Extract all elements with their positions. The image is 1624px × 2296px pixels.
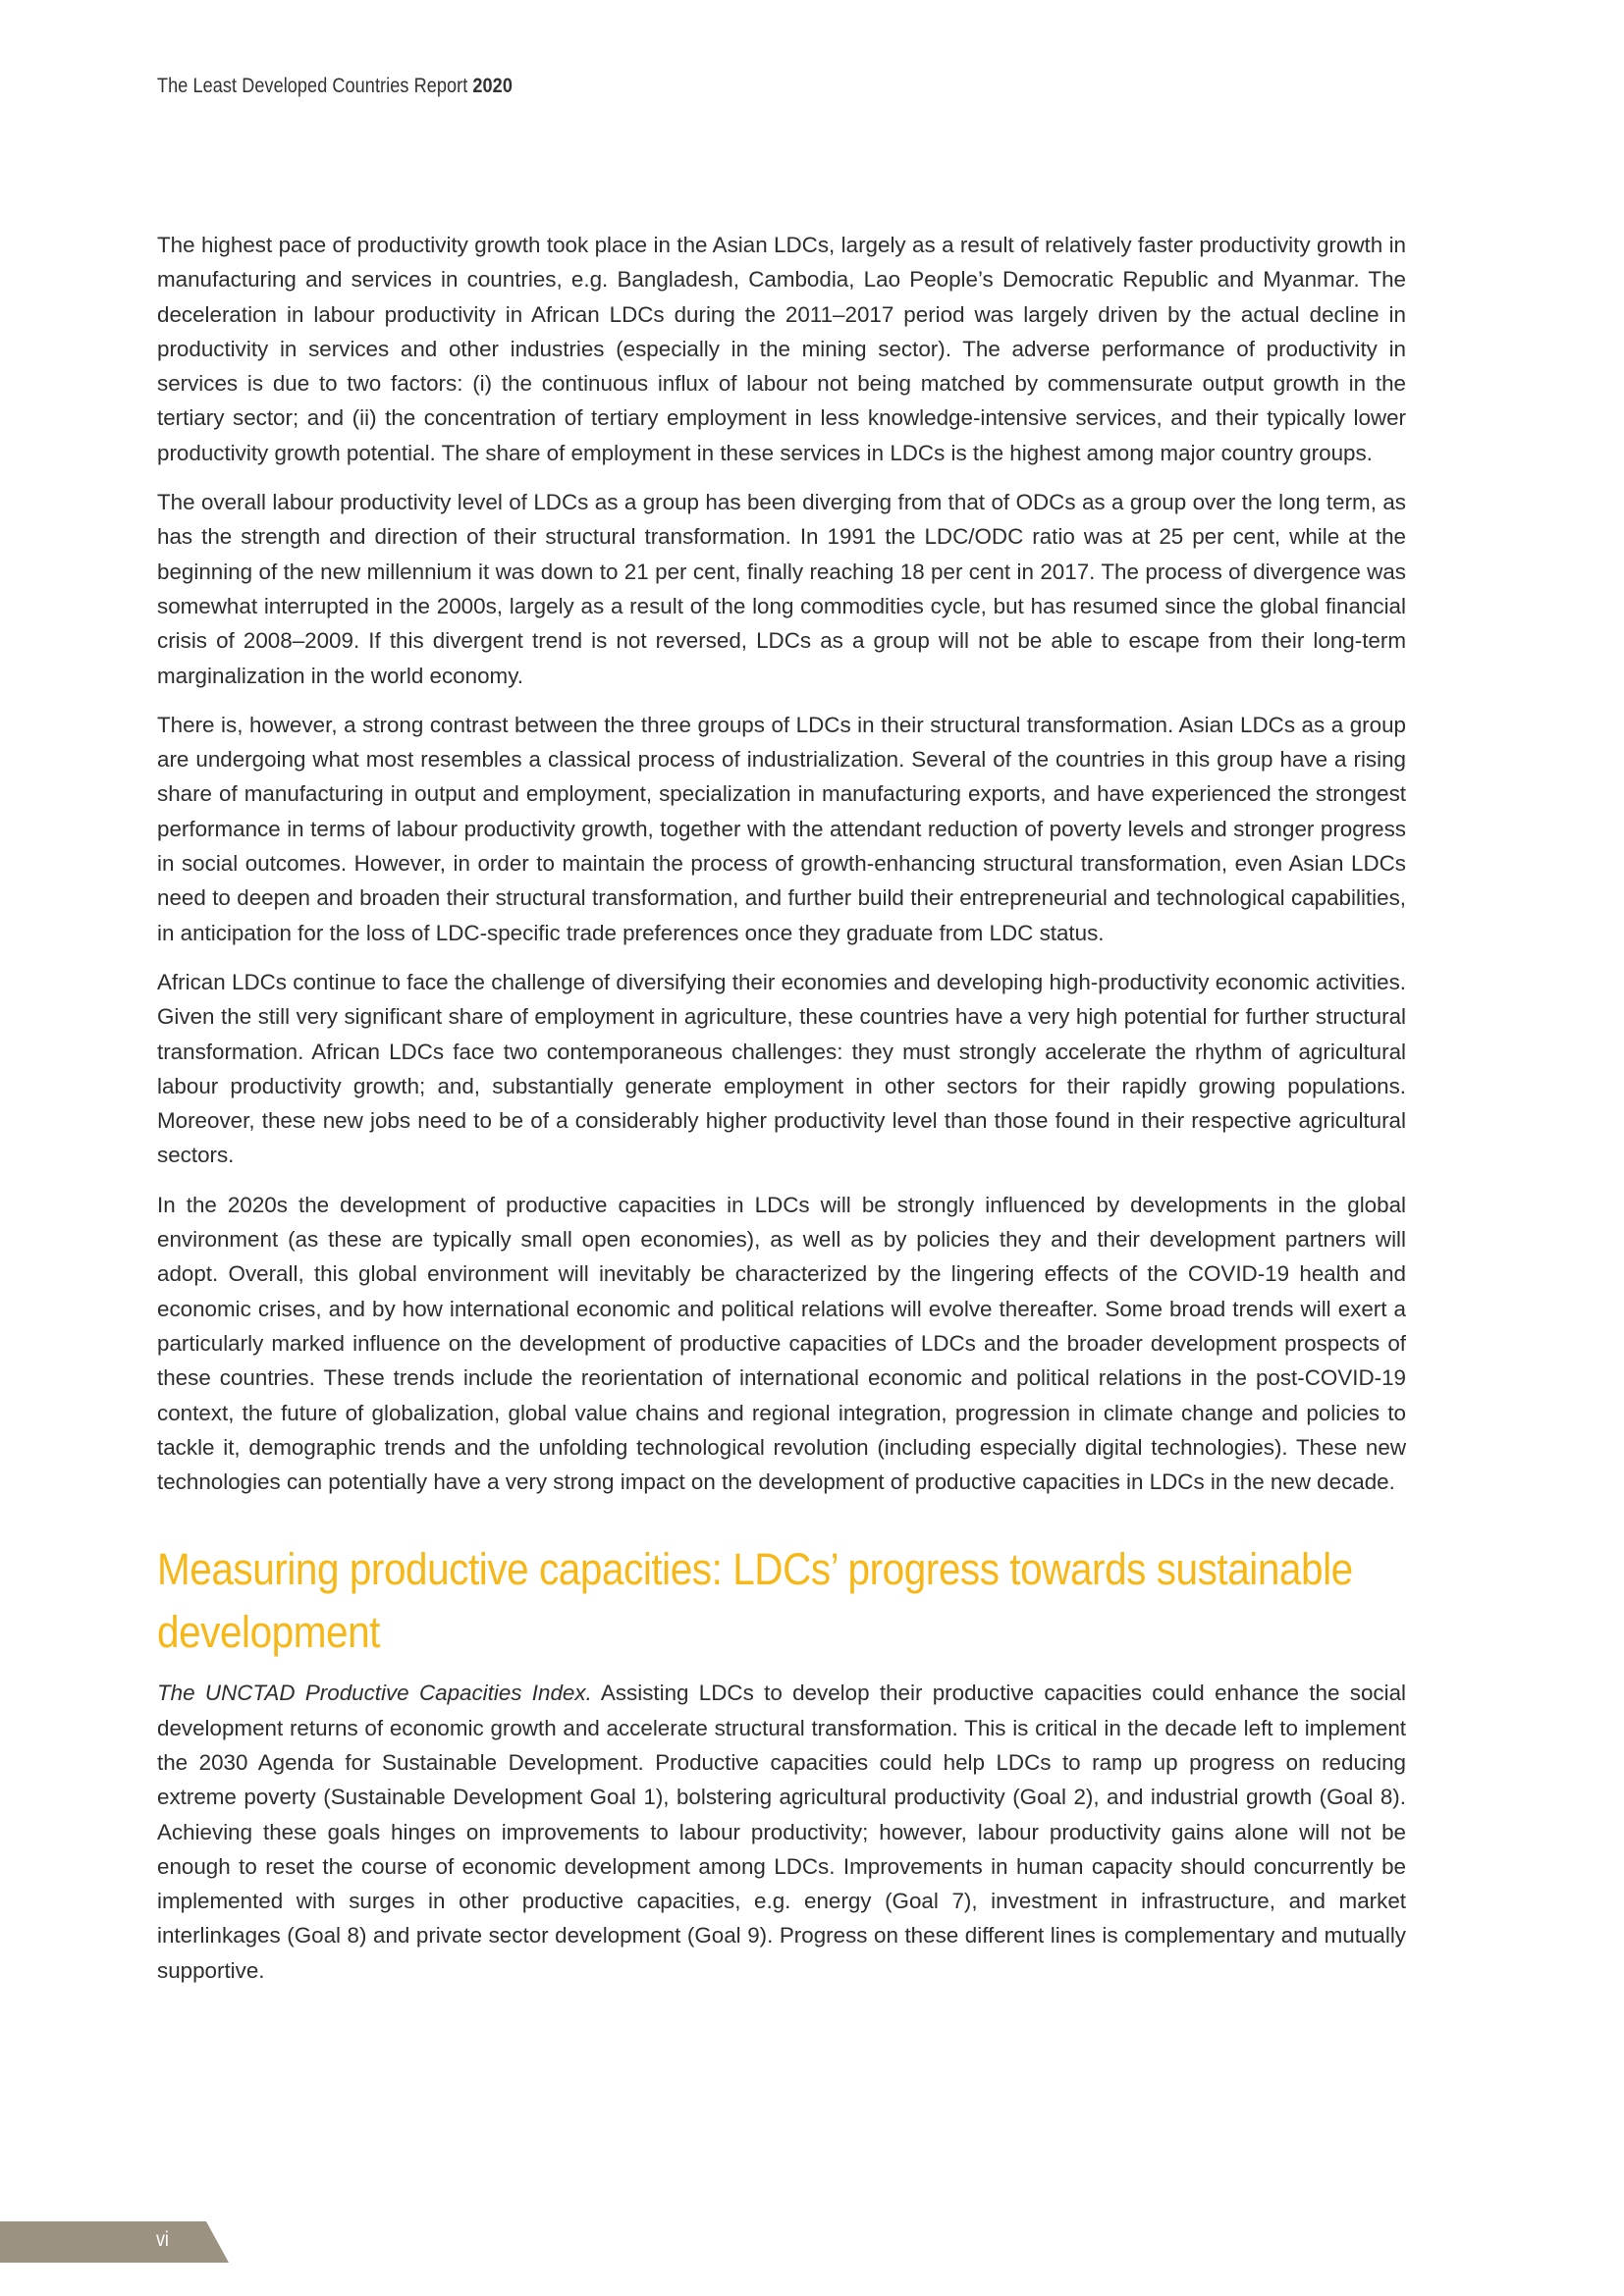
report-year: 2020 bbox=[472, 75, 513, 97]
body-paragraph: The overall labour productivity level of LDCs as a group has been diverging from that of ODCs as a group over the long term, as has the strength and direction of their structural transformation. In 1991 the LDC/ODC ratio was at 25 per cent, while at the beginning of the new millennium it was down to 21 per cent, finally reaching 18 per cent in 2017. The process of divergence was somewhat interrupted in the 2000s, largely as a result of the long commodities cycle, but has resumed since the global financial crisis of 2008–2009. If this divergent trend is not reversed, LDCs as a group will not be able to escape from their long-term marginalization in the world economy. bbox=[157, 490, 1406, 688]
body-paragraph: There is, however, a strong contrast between the three groups of LDCs in their structural transformation. Asian LDCs as a group are undergoing what most resembles a classical process of industrialization. Several of the countries in this group have a rising share of manufacturing in output and employment, specialization in manufacturing exports, and have experienced the strongest performance in terms of labour productivity growth, together with the attendant reduction of poverty levels and stronger progress in social outcomes. However, in order to maintain the process of growth-enhancing structural transformation, even Asian LDCs need to deepen and broaden their structural transformation, and further build their entrepreneurial and technological capabilities, in anticipation for the loss of LDC-specific trade preferences once they graduate from LDC status. bbox=[157, 712, 1406, 945]
section-heading: Measuring productive capacities: LDCs’ progress towards sustainable development bbox=[157, 1544, 1353, 1658]
section-paragraph bbox=[157, 1676, 1406, 1988]
running-header bbox=[157, 75, 513, 98]
section-body: Assisting LDCs to develop their productive capacities could enhance the social development returns of economic growth and accelerate structural transformation. This is critical in the decade left to implement the 2030 Agenda for Sustainable Development. Productive capacities could help LDCs to ramp up progress on reducing extreme poverty (Sustainable Development Goal 1), bolstering agricultural productivity (Goal 2), and industrial growth (Goal 8). Achieving these goals hinges on improvements to labour productivity; however, labour productivity gains alone will not be enough to reset the course of economic development among LDCs. Improvements in human capacity should concurrently be implemented with surges in other productive capacities, e.g. energy (Goal 7), investment in infrastructure, and market interlinkages (Goal 8) and private sector development (Goal 9). Progress on these different lines is complementary and mutually supportive. bbox=[157, 1681, 1406, 1983]
page-body bbox=[157, 228, 1406, 2002]
section-lead-in: The UNCTAD Productive Capacities Index. bbox=[157, 1681, 592, 1706]
report-title: The Least Developed Countries Report bbox=[157, 75, 468, 97]
page-number: vi bbox=[156, 2228, 169, 2251]
body-paragraph: The highest pace of productivity growth took place in the Asian LDCs, largely as a result of relatively faster productivity growth in manufacturing and services in countries, e.g. Bangladesh, Cambodia, Lao People’s Democratic Republic and Myanmar. The deceleration in labour productivity in African LDCs during the 2011–2017 period was largely driven by the actual decline in productivity in services and other industries (especially in the mining sector). The adverse performance of productivity in services is due to two factors: (i) the continuous influx of labour not being matched by commensurate output growth in the tertiary sector; and (ii) the concentration of tertiary employment in less knowledge-intensive services, and their typically lower productivity growth potential. The share of employment in these services in LDCs is the highest among major country groups. bbox=[157, 233, 1406, 465]
page-number-tab bbox=[0, 2221, 229, 2263]
body-paragraph: In the 2020s the development of productive capacities in LDCs will be strongly influenced by developments in the global environment (as these are typically small open economies), as well as by policies they and their development partners will adopt. Overall, this global environment will inevitably be characterized by the lingering effects of the COVID-19 health and economic crises, and by how international economic and political relations will evolve thereafter. Some broad trends will exert a particularly marked influence on the development of productive capacities of LDCs and the broader development prospects of these countries. These trends include the reorientation of international economic and political relations in the post-COVID-19 context, the future of globalization, global value chains and regional integration, progression in climate change and policies to tackle it, demographic trends and the unfolding technological revolution (including especially digital technologies). These new technologies can potentially have a very strong impact on the development of productive capacities in LDCs in the new decade. bbox=[157, 1192, 1406, 1495]
body-paragraph: African LDCs continue to face the challenge of diversifying their economies and developing high-productivity economic activities. Given the still very significant share of employment in agriculture, these countries have a very high potential for further structural transformation. African LDCs face two contemporaneous challenges: they must strongly accelerate the rhythm of agricultural labour productivity growth; and, substantially generate employment in other sectors for their rapidly growing populations. Moreover, these new jobs need to be of a considerably higher productivity level than those found in their respective agricultural sectors. bbox=[157, 969, 1406, 1168]
